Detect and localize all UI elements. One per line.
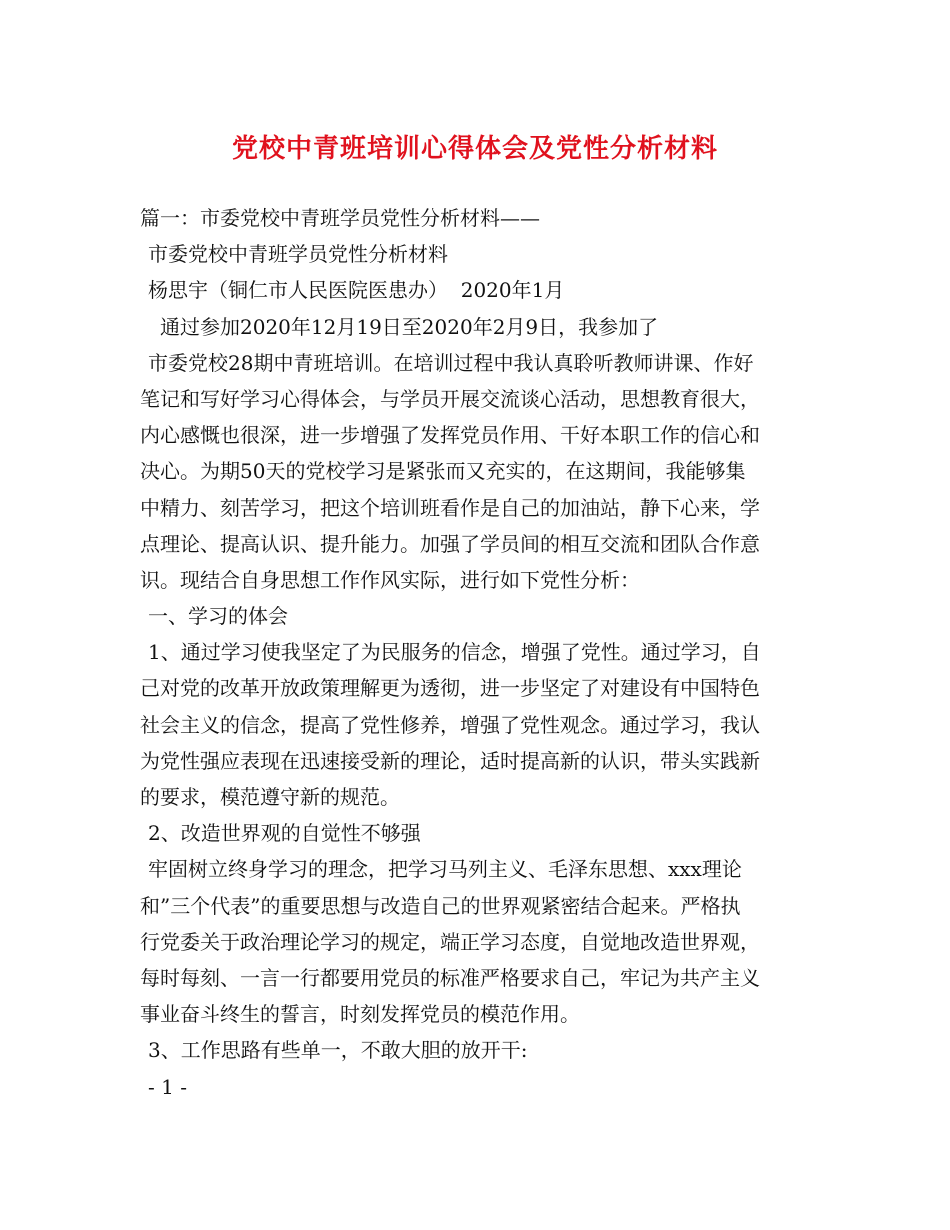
document-title: 党校中青班培训心得体会及党性分析材料 (231, 134, 718, 164)
body-line: 行党委关于政治理论学习的规定，端正学习态度，自觉地改造世界观， (140, 929, 760, 954)
body-line: 中精力、刻苦学习，把这个培训班看作是自己的加油站，静下心来，学 (140, 495, 760, 520)
section-heading: 2、改造世界观的自觉性不够强 (148, 821, 421, 846)
body-line: 每时每刻、一言一行都要用党员的标准严格要求自己，牢记为共产主义 (140, 965, 760, 990)
body-line: 篇一：市委党校中青班学员党性分析材料—— (140, 206, 540, 230)
body-line: 市委党校28期中青班培训。在培训过程中我认真聆听教师讲课、作好 (148, 350, 754, 375)
body-line: 牢固树立终身学习的理念，把学习马列主义、毛泽东思想、xxx理论 (148, 857, 742, 882)
body-line: 内心感慨也很深，进一步增强了发挥党员作用、干好本职工作的信心和 (140, 423, 760, 448)
body-line: 己对党的改革开放政策理解更为透彻，进一步坚定了对建设有中国特色 (140, 676, 760, 701)
section-heading: 一、学习的体会 (148, 604, 288, 629)
body-line: 为党性强应表现在迅速接受新的理论，适时提高新的认识，带头实践新 (140, 748, 760, 773)
body-line: 笔记和写好学习心得体会，与学员开展交流谈心活动，思想教育很大， (140, 386, 760, 411)
body-line: 1、通过学习使我坚定了为民服务的信念，增强了党性。通过学习，自 (148, 640, 761, 665)
body-line: 事业奋斗终生的誓言，时刻发挥党员的模范作用。 (140, 1002, 580, 1027)
body-line: 杨思宇（铜仁市人民医院医患办） 2020年1月 (148, 278, 565, 303)
document-body (140, 200, 812, 1105)
page-number: - 1 - (148, 1074, 187, 1099)
body-line: 决心。为期50天的党校学习是紧张而又充实的，在这期间，我能够集 (140, 459, 746, 484)
section-heading: 3、工作思路有些单一，不敢大胆的放开干: (148, 1038, 528, 1063)
body-line: 社会主义的信念，提高了党性修养，增强了党性观念。通过学习，我认 (140, 712, 760, 737)
body-line: 通过参加2020年12月19日至2020年2月9日，我参加了 (160, 314, 659, 339)
body-line: 的要求，模范遵守新的规范。 (140, 785, 400, 809)
body-line: 点理论、提高认识、提升能力。加强了学员间的相互交流和团队合作意 (140, 531, 760, 556)
body-line: 识。现结合自身思想工作作风实际，进行如下党性分析： (140, 567, 640, 592)
body-line: 市委党校中青班学员党性分析材料 (148, 242, 448, 267)
body-line: 和”三个代表”的重要思想与改造自己的世界观紧密结合起来。严格执 (140, 893, 741, 918)
